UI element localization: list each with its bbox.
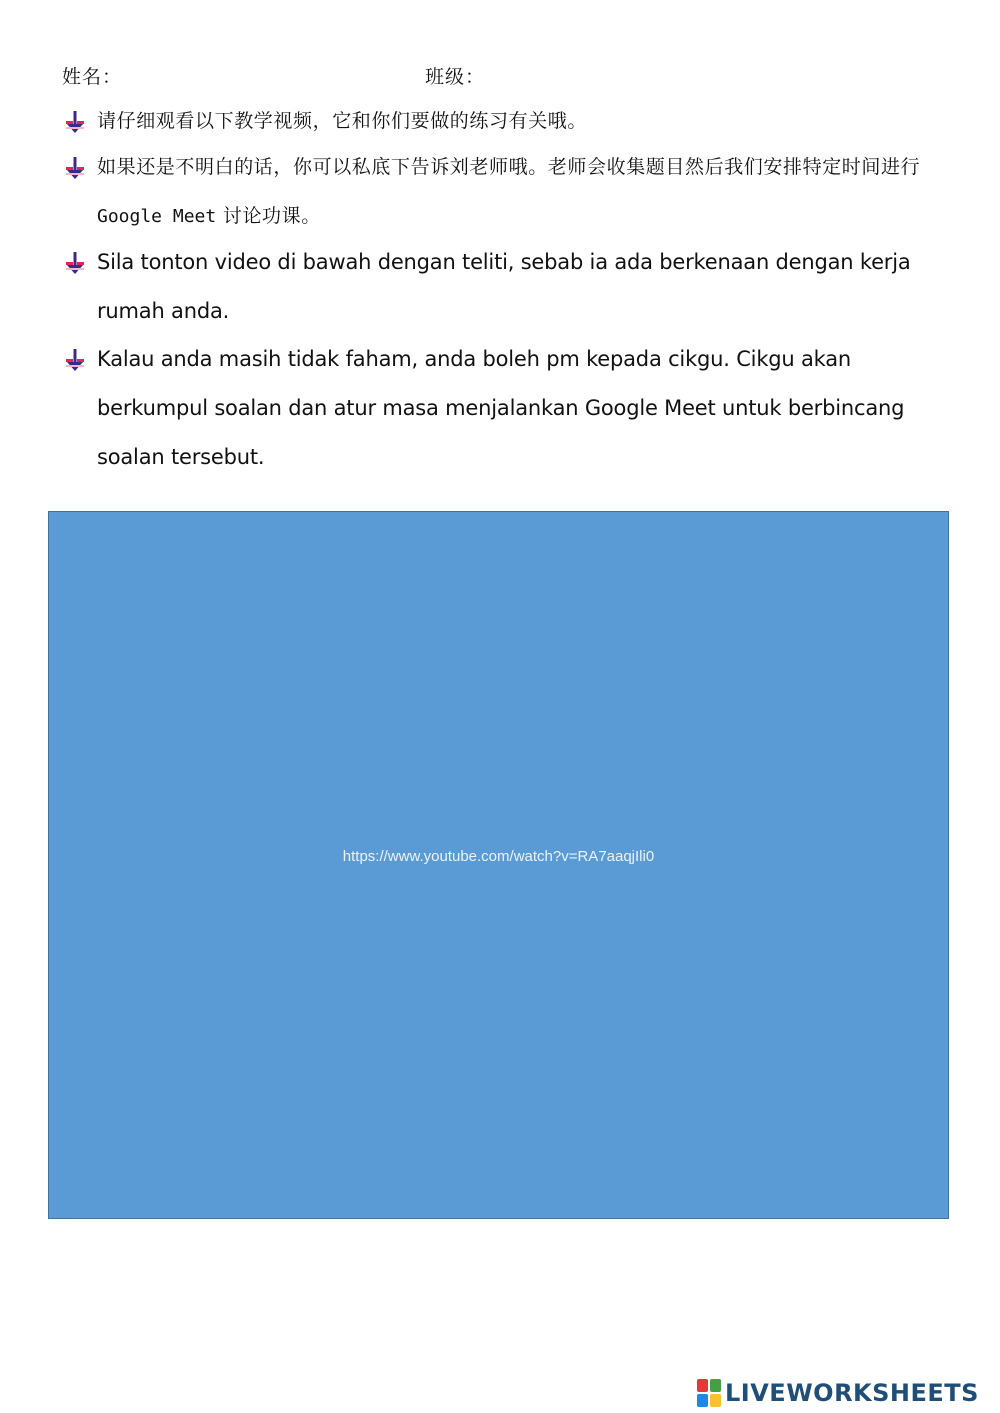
arrow-bullet-icon [66, 252, 84, 274]
instruction-text-part: 讨论功课。 [216, 205, 321, 227]
instruction-text-mono: Google Meet [97, 206, 217, 227]
instruction-item [66, 143, 966, 241]
instruction-item [66, 335, 966, 482]
video-link[interactable]: https://www.youtube.com/watch?v=RA7aaqjIli0 [342, 848, 655, 865]
badge-tile [697, 1394, 708, 1407]
arrow-bullet-icon [66, 157, 84, 179]
badge-tile [710, 1394, 721, 1407]
instruction-text: Sila tonton video di bawah dengan teliti, sebab ia ada berkenaan dengan kerja rumah anda. [97, 250, 911, 323]
instruction-text: Kalau anda masih tidak faham, anda boleh pm kepada cikgu. Cikgu akan berkumpul soalan dan atur masa menjalankan Google Meet untuk berbincang soalan tersebut. [97, 347, 905, 469]
badge-tile [710, 1379, 721, 1392]
badge-tile [697, 1379, 708, 1392]
instruction-item [66, 238, 966, 336]
video-placeholder[interactable] [48, 511, 949, 1219]
arrow-bullet-icon [66, 349, 84, 371]
instruction-item [66, 97, 966, 146]
liveworksheets-badge-icon [697, 1379, 721, 1407]
instruction-text-part: 如果还是不明白的话，你可以私底下告诉刘老师哦。老师会收集题目然后我们安排特定时间进行 [97, 156, 921, 178]
arrow-bullet-icon [66, 111, 84, 133]
class-label: 班级： [425, 66, 486, 88]
instruction-text [97, 143, 966, 241]
liveworksheets-logo [697, 1378, 979, 1408]
instruction-text: 请仔细观看以下教学视频，它和你们要做的练习有关哦。 [97, 110, 588, 132]
name-label: 姓名： [62, 66, 123, 88]
liveworksheets-wordmark: LIVEWORKSHEETS [725, 1379, 979, 1407]
